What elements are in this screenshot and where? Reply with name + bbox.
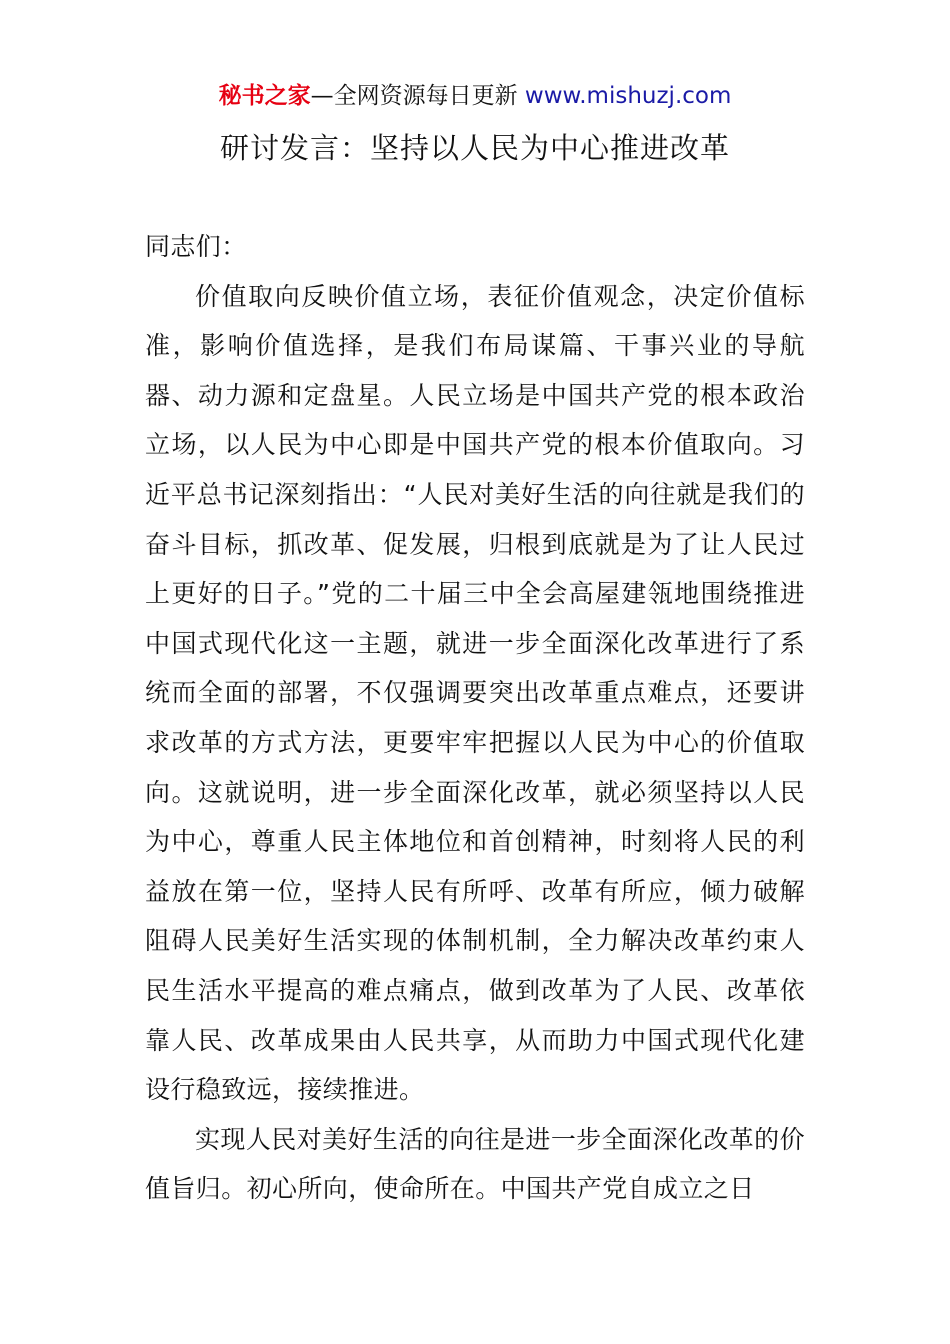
body-paragraph-1: 价值取向反映价值立场，表征价值观念，决定价值标准，影响价值选择，是我们布局谋篇、干事兴业的导航器、动力源和定盘星。人民立场是中国共产党的根本政治立场，以人民为中心即是中国共产党的根本价值取向。习近平总书记深刻指出：“人民对美好生活的向往就是我们的奋斗目标，抓改革、促发展，归根到底就是为了让人民过上更好的日子。”党的二十届三中全会高屋建瓴地围绕推进中国式现代化这一主题，就进一步全面深化改革进行了系统而全面的部署，不仅强调要突出改革重点难点，还要讲求改革的方式方法，更要牢牢把握以人民为中心的价值取向。这就说明，进一步全面深化改革，就必须坚持以人民为中心，尊重人民主体地位和首创精神，时刻将人民的利益放在第一位，坚持人民有所呼、改革有所应，倾力破解阻碍人民美好生活实现的体制机制，全力解决改革约束人民生活水平提高的难点痛点，做到改革为了人民、改革依靠人民、改革成果由人民共享，从而助力中国式现代化建设行稳致远，接续推进。 [145,281,805,1105]
salutation: 同志们： [145,232,247,261]
document-title: 研讨发言：坚持以人民为中心推进改革 [219,131,730,165]
banner-brand: 秘书之家 [218,83,311,109]
document-body [145,222,805,1214]
body-paragraph-2: 实现人民对美好生活的向往是进一步全面深化改革的价值旨归。初心所向，使命所在。中国共产党自成立之日 [145,1124,805,1204]
banner-tagline: —全网资源每日更新 [310,83,525,109]
banner-site-link[interactable]: www.mishuzj.com [524,83,732,109]
site-banner [0,80,950,112]
